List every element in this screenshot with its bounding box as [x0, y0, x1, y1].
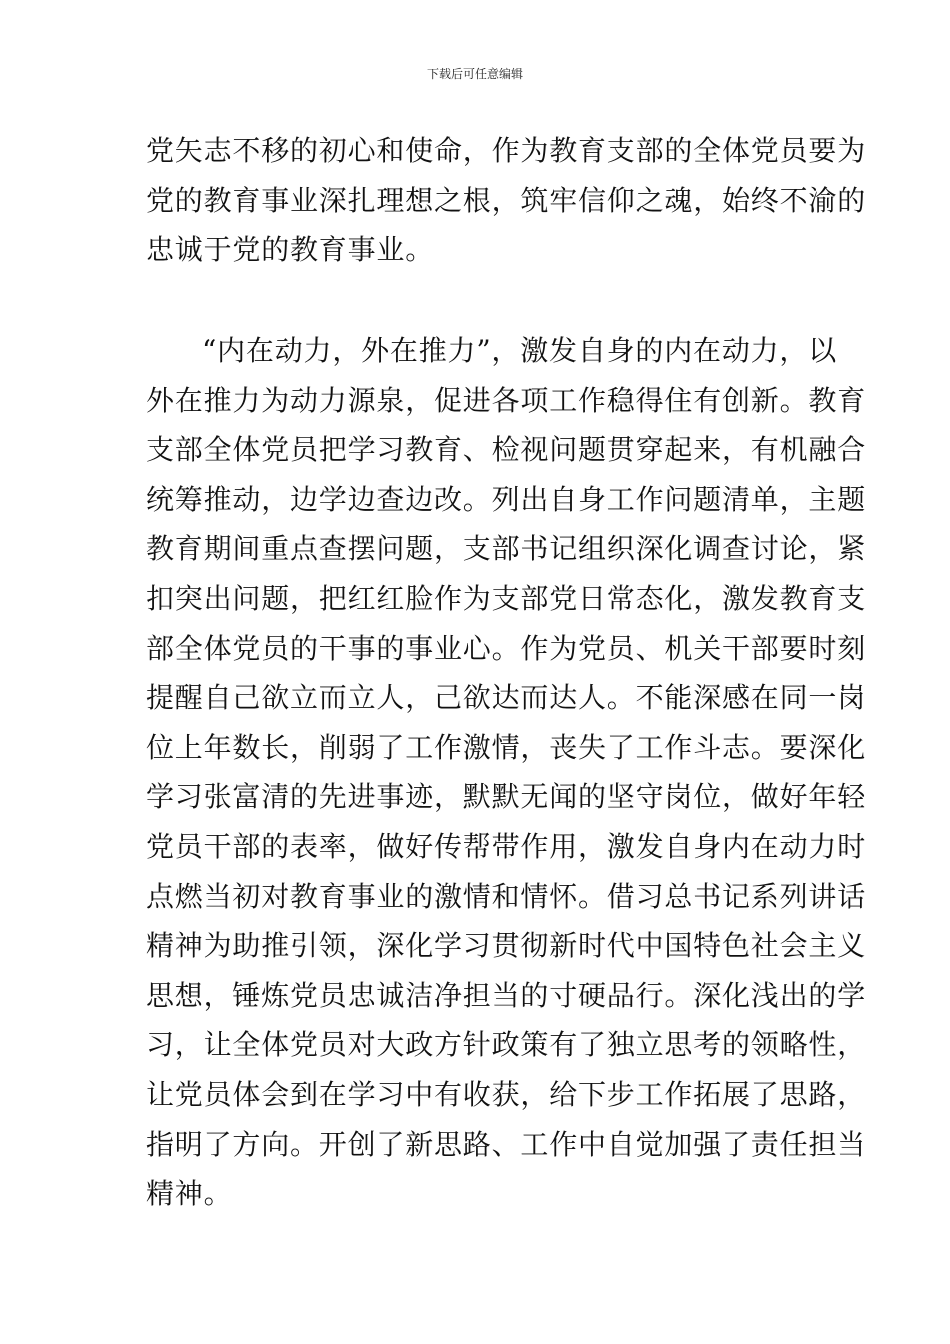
text-line: 教育期间重点查摆问题，支部书记组织深化调查讨论，紧: [146, 532, 867, 566]
text-line: 精神为助推引领，深化学习贯彻新时代中国特色社会主义: [146, 929, 867, 963]
text-line: 点燃当初对教育事业的激情和情怀。借习总书记系列讲话: [146, 879, 867, 913]
text-line: 提醒自己欲立而立人，己欲达而达人。不能深感在同一岗: [146, 681, 867, 715]
text-line: 位上年数长，削弱了工作激情，丧失了工作斗志。要深化: [146, 730, 867, 764]
text-line: 支部全体党员把学习教育、检视问题贯穿起来，有机融合: [146, 433, 867, 467]
text-line: 思想，锤炼党员忠诚洁净担当的寸硬品行。深化浅出的学: [146, 978, 867, 1012]
paragraph-1: [146, 126, 867, 275]
text-line: 指明了方向。开创了新思路、工作中自觉加强了责任担当: [146, 1127, 867, 1161]
text-line: 学习张富清的先进事迹，默默无闻的坚守岗位，做好年轻: [146, 780, 867, 814]
text-line: 部全体党员的干事的事业心。作为党员、机关干部要时刻: [146, 631, 867, 665]
text-line: 扣突出问题，把红红脸作为支部党日常态化，激发教育支: [146, 581, 867, 615]
text-line: 习，让全体党员对大政方针政策有了独立思考的领略性，: [146, 1028, 867, 1062]
text-line: 统筹推动，边学边查边改。列出自身工作问题清单，主题: [146, 482, 867, 516]
paragraph-2: [146, 326, 867, 1219]
text-line: 忠诚于党的教育事业。: [146, 233, 435, 267]
text-line: 外在推力为动力源泉，促进各项工作稳得住有创新。教育: [146, 383, 867, 417]
text-line: 党矢志不移的初心和使命，作为教育支部的全体党员要为: [146, 134, 867, 167]
text-line: 党员干部的表率，做好传帮带作用，激发自身内在动力时: [146, 829, 867, 863]
text-line: 党的教育事业深扎理想之根，筑牢信仰之魂，始终不渝的: [146, 183, 867, 217]
text-line-first: “内在动力，外在推力”，激发自身的内在动力，以: [202, 334, 838, 367]
page-header: 下载后可任意编辑: [426, 67, 523, 81]
text-line: 精神。: [146, 1177, 233, 1211]
text-line: 让党员体会到在学习中有收获，给下步工作拓展了思路，: [146, 1077, 867, 1111]
